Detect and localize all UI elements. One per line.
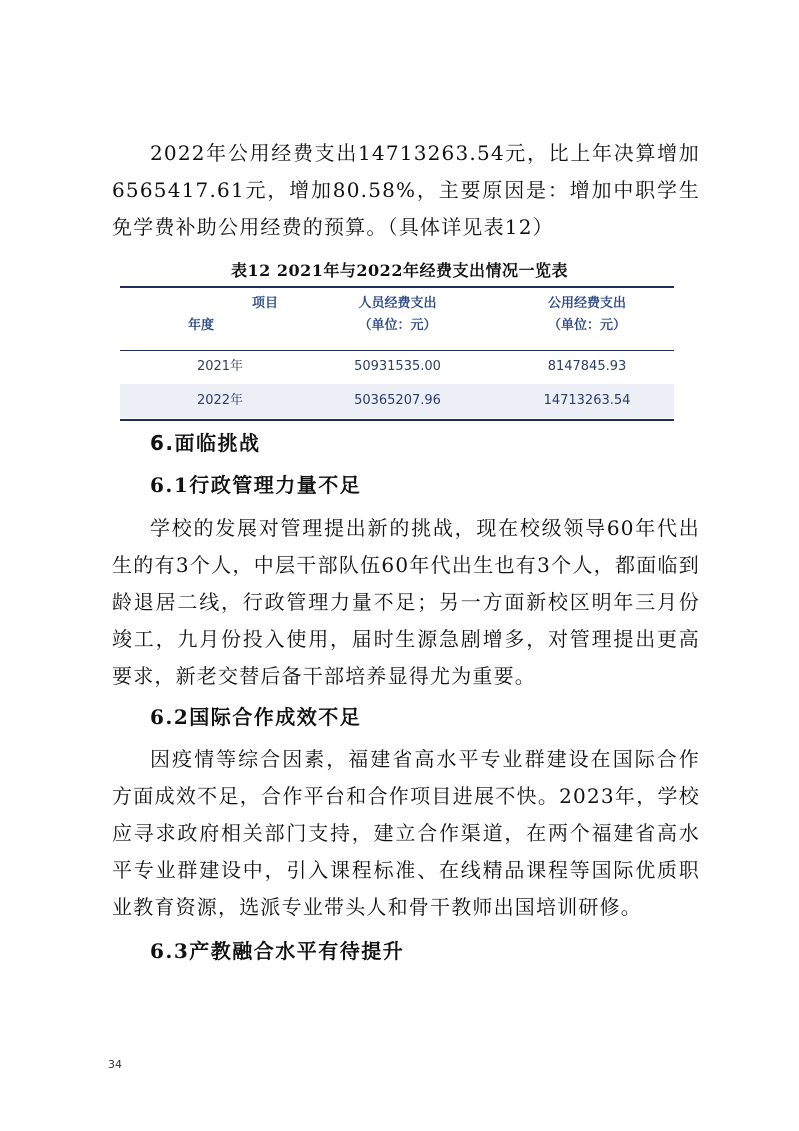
paragraph-international: 因疫情等综合因素，福建省高水平专业群建设在国际合作方面成效不足，合作平台和合作项目进展不快。2023年，学校应寻求政府相关部门支持，建立合作渠道，在两个福建省高水平专业群建设中，引入课程标准、在线精品课程等国际优质职业教育资源，选派专业带头人和骨干教师出国培训研修。 [112, 747, 700, 919]
table-top-rule [120, 286, 674, 288]
header-year-label: 年度 [188, 318, 215, 333]
row-personnel-expense: 50365207.96 [354, 393, 441, 408]
table-row [120, 384, 674, 418]
row-year: 2021年 [196, 359, 244, 374]
row-year: 2022年 [196, 393, 244, 408]
paragraph-management: 学校的发展对管理提出新的挑战，现在校级领导60年代出生的有3个人，中层干部队伍60年代出生也有3个人，都面临到龄退居二线，行政管理力量不足；另一方面新校区明年三月份竣工，九月份投入使用，届时生源急剧增多，对管理提出更高要求，新老交替后备干部培养显得尤为重要。 [112, 516, 700, 688]
section-heading-6-3: 6.3产教融合水平有待提升 [150, 939, 405, 963]
header-personnel-line1: 人员经费支出 [358, 296, 437, 311]
row-public-expense: 8147845.93 [547, 359, 627, 374]
section-heading-6-2: 6.2国际合作成效不足 [150, 705, 362, 729]
section-heading-6-1: 6.1行政管理力量不足 [150, 473, 362, 497]
section-heading-6: 6.面临挑战 [150, 431, 261, 455]
table-caption: 表12 2021年与2022年经费支出情况一览表 [231, 261, 568, 280]
paragraph-public-expense: 2022年公用经费支出14713263.54元，比上年决算增加6565417.61元，增加80.58%，主要原因是：增加中职学生免学费补助公用经费的预算。（具体详见表12） [112, 141, 700, 239]
header-item-label: 项目 [251, 296, 278, 311]
page-number: 34 [108, 1058, 122, 1071]
header-public-line1: 公用经费支出 [547, 296, 626, 311]
row-public-expense: 14713263.54 [543, 393, 631, 408]
row-personnel-expense: 50931535.00 [354, 359, 441, 374]
header-personnel-line2: （单位：元） [358, 318, 437, 333]
table-row [120, 350, 674, 384]
header-public-line2: （单位：元） [547, 318, 626, 333]
table-bottom-rule [120, 419, 674, 421]
